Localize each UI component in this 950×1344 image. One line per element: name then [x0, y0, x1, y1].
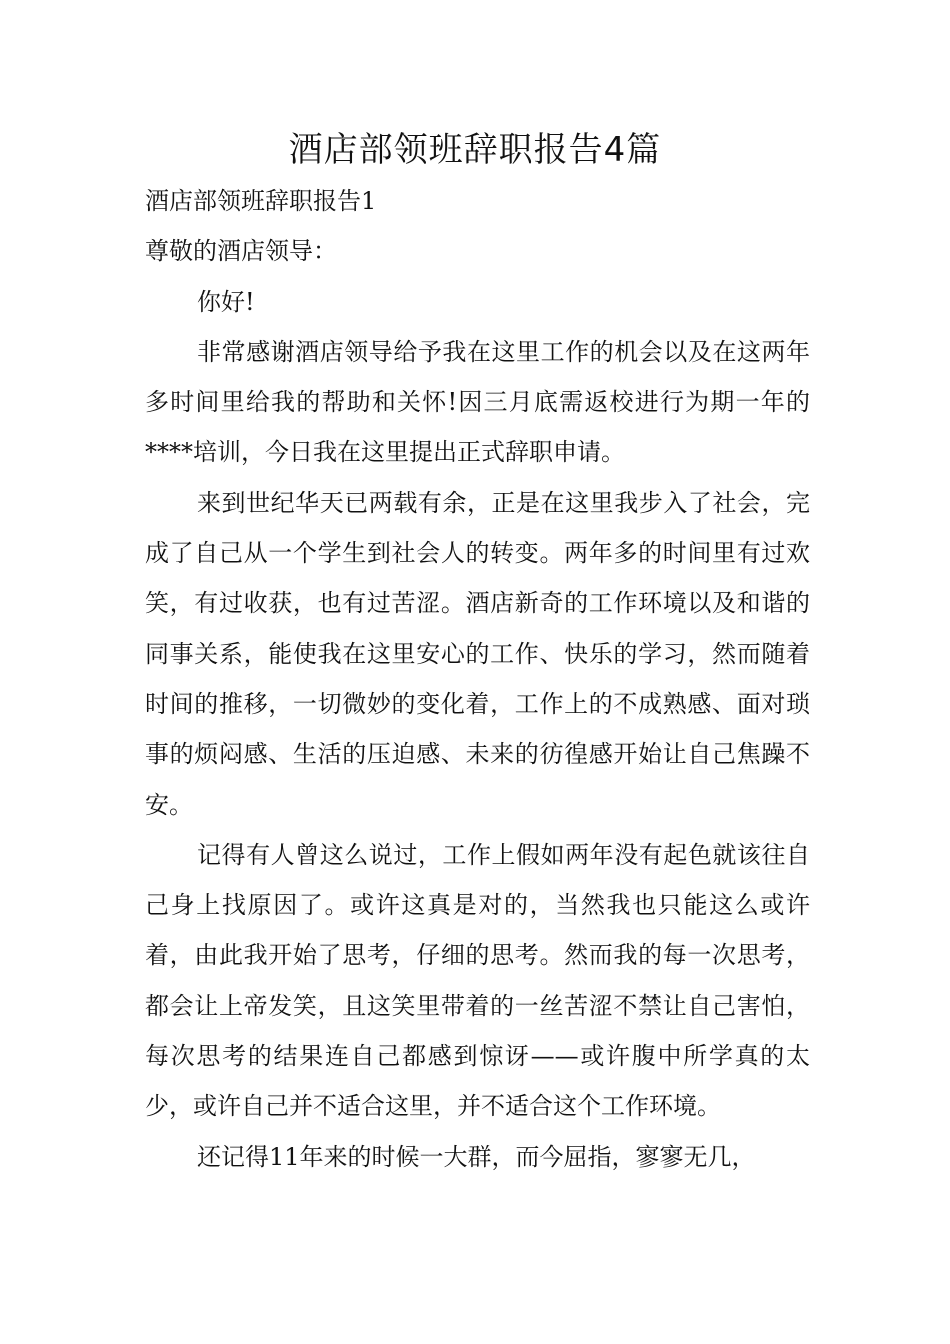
- paragraph-3: 记得有人曾这么说过，工作上假如两年没有起色就该往自己身上找原因了。或许这真是对的，当然我也只能这么或许着，由此我开始了思考，仔细的思考。然而我的每一次思考，都会让上帝发笑，且这笑里带着的一丝苦涩不禁让自己害怕，每次思考的结果连自己都感到惊讶——或许腹中所学真的太少，或许自己并不适合这里，并不适合这个工作环境。: [145, 840, 810, 1121]
- salutation: 尊敬的酒店领导：: [145, 237, 337, 266]
- document-title: 酒店部领班辞职报告4篇: [288, 130, 662, 170]
- document-body: [145, 176, 810, 1182]
- greeting: 你好!: [197, 287, 255, 316]
- paragraph-2: 来到世纪华天已两载有余，正是在这里我步入了社会，完成了自己从一个学生到社会人的转变。两年多的时间里有过欢笑，有过收获，也有过苦涩。酒店新奇的工作环境以及和谐的同事关系，能使我在这里安心的工作、快乐的学习，然而随着时间的推移，一切微妙的变化着，工作上的不成熟感、面对琐事的烦闷感、生活的压迫感、未来的彷徨感开始让自己焦躁不安。: [145, 488, 810, 819]
- document-subtitle: 酒店部领班辞职报告1: [145, 187, 377, 215]
- paragraph-1: 非常感谢酒店领导给予我在这里工作的机会以及在这两年多时间里给我的帮助和关怀!因三月底需返校进行为期一年的****培训，今日我在这里提出正式辞职申请。: [145, 337, 810, 467]
- paragraph-4: 还记得11年来的时候一大群，而今屈指，寥寥无几，: [197, 1142, 756, 1171]
